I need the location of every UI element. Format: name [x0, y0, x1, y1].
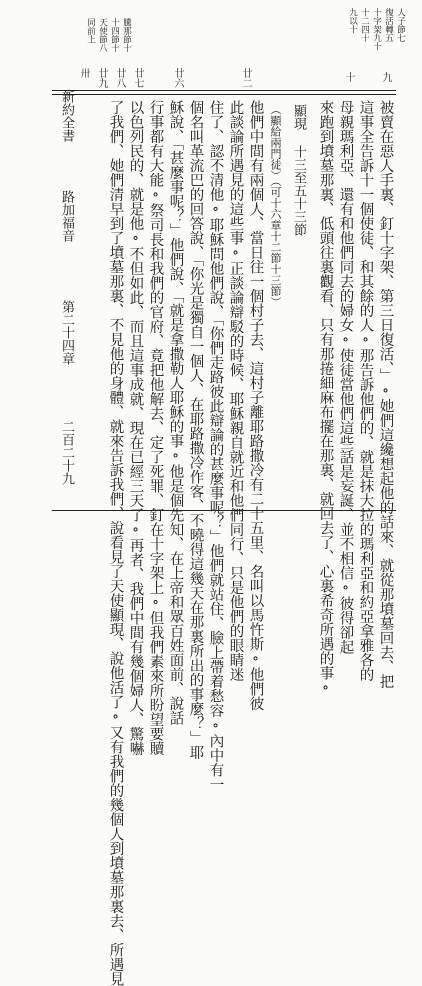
margin-ref-1: 人子節七 [395, 8, 406, 42]
chapter-title: 第二十四章 [59, 300, 74, 365]
verse-number: 九 [380, 72, 391, 82]
top-rule-inner [52, 94, 396, 95]
text-column: 母親瑪利亞、還有和他們同去的婦女∘使徒當他們這些話是妄誕、並不相信∘彼得卻起 [337, 100, 354, 654]
text-column: 來跑到墳墓那裏、低頭往裏觀看、只有那捲細麻布擺在那裏、就回去了、心裏希奇所遇的事∘ [317, 100, 334, 696]
top-rule [52, 90, 396, 91]
verse-number: 卅 [78, 68, 89, 78]
verse-number: 廿二 [240, 68, 251, 88]
margin-ref-5: 九以十 [347, 8, 358, 34]
subsection-heading: （顯給兩門徒）（可十六章十二節十三節） [269, 104, 282, 308]
text-column: 穌說、「甚麼事呢？」他們說、「就是拿撒勒人耶穌的事∘他是個先知、在上帝和眾百姓面前、說話 [167, 100, 184, 725]
text-column: 這事全告訴十一個使徒、和其餘的人∘那告訴他們的、就是抹大拉的瑪利亞和約亞拿雅各的 [357, 100, 374, 682]
margin-ref-7: 十四節十 [109, 18, 120, 52]
verse-number: 廿九 [96, 68, 107, 88]
text-column: 此談論所遇見的這些事∘正談論辯駁的時候、耶穌親自就近和他們同行、只是他們的眼睛迷 [227, 100, 244, 682]
book-title: 新約全書 [59, 90, 74, 142]
margin-ref-9: 同前上 [85, 18, 96, 44]
margin-ref-3: 十字架九十 [371, 8, 382, 51]
text-column: 被賣在惡人手裏、釘十字架、第三日復活、」∘她們這纔想起他的話來、就從那墳墓回去、把 [377, 100, 394, 689]
verse-number: 廿七 [132, 68, 143, 88]
text-column: 行事都有大能∘祭司長和我們的官府、竟把他解去、定了死罪、釘在十字架上∘但我們素來所盼望要贖 [147, 100, 164, 756]
text-column: 住了、認不清他∘耶穌問他們說、「你們走路彼此辯論的甚麼事呢？」他們就站住、臉上帶着愁容∘內中有一 [207, 100, 224, 792]
verse-number: 十 [343, 72, 354, 82]
gospel-title: 路加福音 [59, 190, 74, 242]
verse-number: 廿八 [114, 68, 125, 88]
text-column: 以色列民的、就是他∘不但如此、而且這事成就、現在已經三天了∘再者、我們中間有幾個婦人、驚嚇 [127, 100, 144, 756]
text-column: 他們中間有兩個人、當日往一個村子去、這村子離耶路撒冷有二十五里、名叫以馬忤斯∘他們彼 [247, 100, 264, 711]
page-number: 二百二十九 [59, 420, 74, 485]
margin-ref-2: 復活轉五 [383, 8, 394, 42]
section-heading: 顯現 十三至五十三節 [291, 104, 306, 236]
verse-number: 廿六 [172, 68, 183, 88]
margin-ref-8: 天使節八 [97, 18, 108, 52]
margin-ref-6: 騰那節十 [121, 18, 132, 52]
text-column: 了我們、她們清早到了墳墓那裏、不見他的身體、就來告訴我們、說看見了天使顯現、說他活了∘又有我們的幾個人到墳墓那裏去、所遇見 [107, 100, 124, 986]
text-column: 個名叫革流巴的回答說、「你光是獨自一個人、在耶路撒冷作客、不曉得這幾天在那裏所出的事麼？」耶 [187, 100, 204, 760]
bottom-rule [52, 510, 396, 511]
margin-ref-4: 十二四十 [359, 8, 370, 42]
